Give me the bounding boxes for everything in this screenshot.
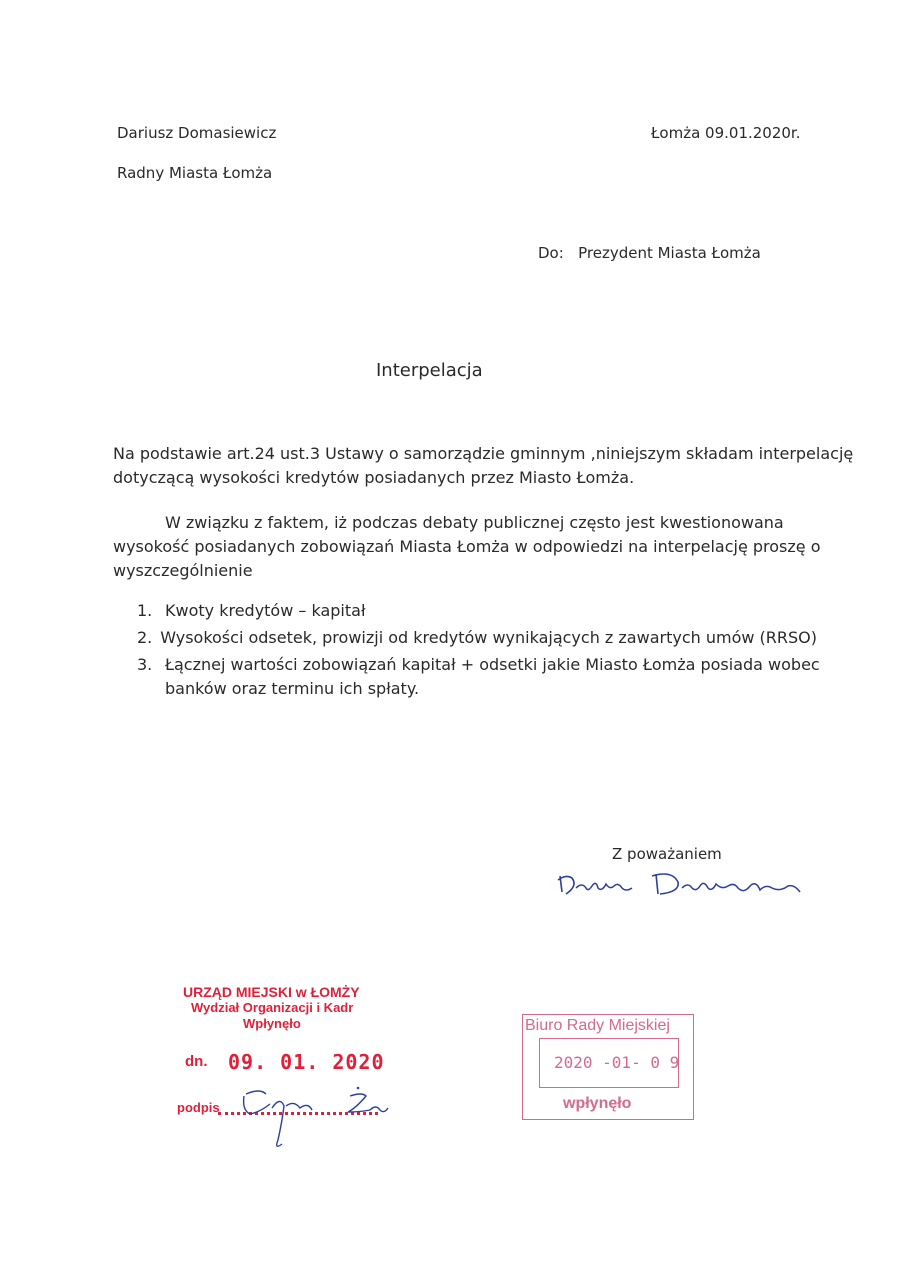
list-item-number: 1. bbox=[137, 601, 153, 620]
office-stamp-line-1: URZĄD MIEJSKI w ŁOMŻY bbox=[183, 984, 360, 1000]
paragraph-2-line-1: W związku z faktem, iż podczas debaty publicznej często jest kwestionowana bbox=[165, 513, 784, 532]
list-item-text: Łącznej wartości zobowiązań kapitał + odsetki jakie Miasto Łomża posiada wobec bbox=[165, 655, 820, 674]
paragraph-2-line-3: wyszczególnienie bbox=[113, 561, 253, 580]
office-stamp bbox=[183, 984, 360, 1032]
recipient: Prezydent Miasta Łomża bbox=[578, 244, 761, 262]
list-item bbox=[137, 626, 817, 650]
signature-drawing bbox=[552, 862, 812, 906]
list-item-number: 2. bbox=[137, 628, 153, 647]
paragraph-1-line-1: Na podstawie art.24 ust.3 Ustawy o samorządzie gminnym ,niniejszym składam interpelację bbox=[113, 444, 854, 463]
author-role: Radny Miasta Łomża bbox=[117, 164, 273, 182]
council-stamp-date: 2020 -01- 0 9 bbox=[554, 1053, 680, 1072]
author-name: Dariusz Domasiewicz bbox=[117, 124, 277, 142]
document-title: Interpelacja bbox=[376, 360, 483, 381]
request-list bbox=[137, 599, 820, 701]
to-label: Do: bbox=[538, 244, 564, 262]
place-date: Łomża 09.01.2020r. bbox=[651, 124, 801, 142]
list-item-text: Kwoty kredytów – kapitał bbox=[165, 601, 366, 620]
recipient-line bbox=[538, 244, 761, 262]
paragraph-1 bbox=[113, 442, 854, 490]
list-item-text-cont: banków oraz terminu ich spłaty. bbox=[165, 679, 420, 698]
paragraph-2-line-2: wysokość posiadanych zobowiązań Miasta Łomża w odpowiedzi na interpelację proszę o bbox=[113, 537, 821, 556]
office-stamp-signature bbox=[220, 1082, 390, 1152]
council-stamp-footer: wpłynęło bbox=[563, 1095, 632, 1112]
list-item-text: Wysokości odsetek, prowizji od kredytów wynikających z zawartych umów (RRSO) bbox=[160, 628, 817, 647]
paragraph-1-line-2: dotyczącą wysokości kredytów posiadanych przez Miasto Łomża. bbox=[113, 468, 635, 487]
list-item-number: 3. bbox=[137, 655, 153, 674]
office-stamp-line-3: Wpłynęło bbox=[243, 1016, 301, 1031]
handwritten-signature bbox=[552, 862, 812, 906]
office-stamp-date-label: dn. bbox=[185, 1053, 208, 1070]
list-item bbox=[137, 599, 817, 623]
office-signature-drawing bbox=[220, 1082, 390, 1152]
council-stamp-date-box bbox=[539, 1038, 679, 1088]
list-item bbox=[137, 653, 820, 701]
office-stamp-date: 09. 01. 2020 bbox=[228, 1050, 385, 1074]
office-stamp-sign-label: podpis bbox=[177, 1100, 220, 1115]
salutation: Z poważaniem bbox=[612, 845, 722, 863]
paragraph-2 bbox=[113, 511, 821, 583]
office-stamp-line-2: Wydział Organizacji i Kadr bbox=[191, 1000, 354, 1015]
council-stamp bbox=[522, 1014, 694, 1120]
council-stamp-title: Biuro Rady Miejskiej bbox=[525, 1017, 670, 1034]
